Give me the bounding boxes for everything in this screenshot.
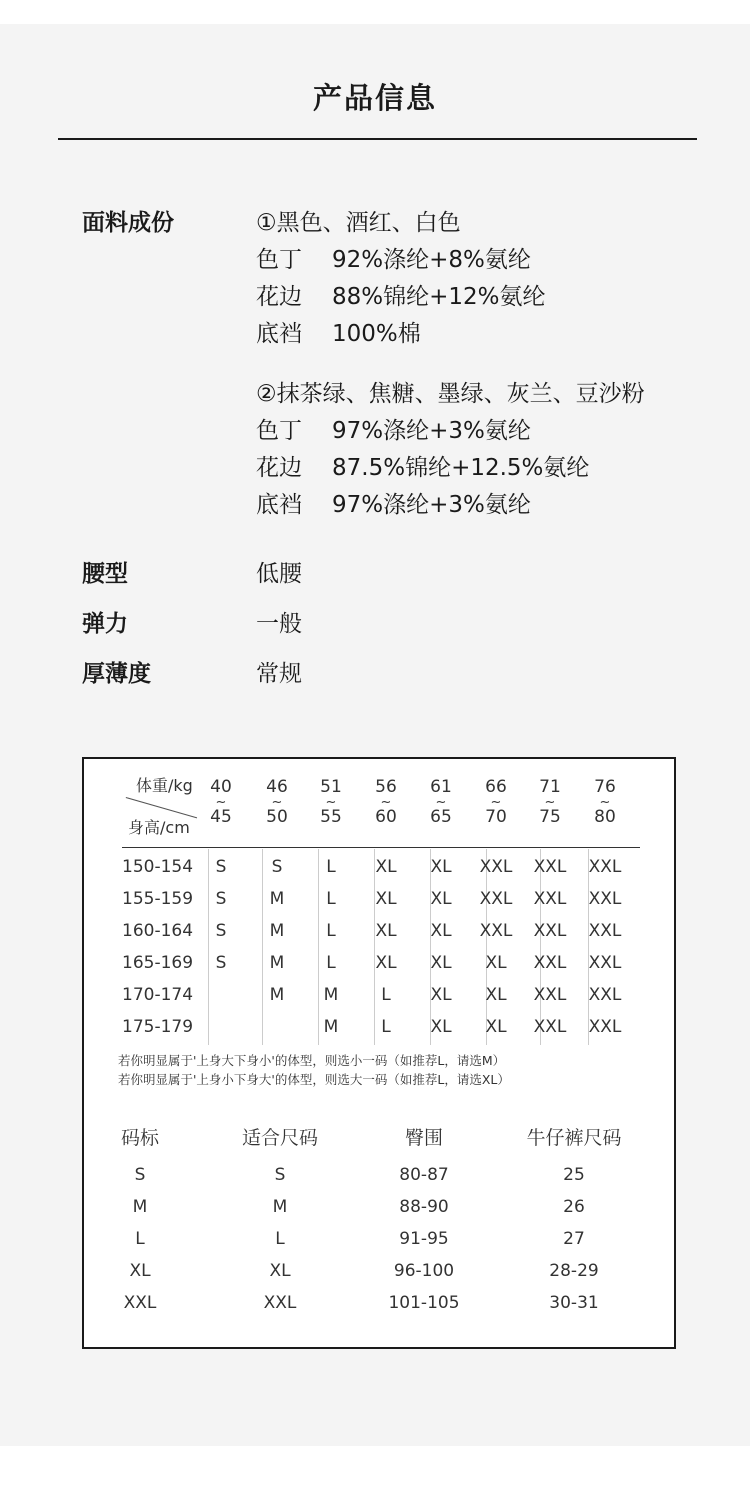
range-tilde: ~ <box>325 795 337 810</box>
size-cell: S <box>215 889 227 909</box>
page-title: 产品信息 <box>312 81 437 115</box>
size-cell: XXL <box>533 857 567 877</box>
thickness-value: 常规 <box>256 661 302 687</box>
weight-to: 60 <box>375 807 397 827</box>
size-map-cell: M <box>132 1197 148 1217</box>
size-cell: XXL <box>533 889 567 909</box>
size-map-cell: S <box>274 1165 286 1185</box>
column-divider <box>588 849 589 1045</box>
size-cell: XL <box>430 985 452 1005</box>
height-axis-label: 身高/cm <box>128 818 190 837</box>
fit-note: 若你明显属于'上身小下身大'的体型，则选大一码（如推荐L，请选XL） <box>118 1072 510 1087</box>
size-cell: XL <box>430 921 452 941</box>
fabric-value: 97%涤纶+3%氨纶 <box>332 492 531 518</box>
header-divider <box>122 847 640 848</box>
column-divider <box>208 849 209 1045</box>
size-map-cell: XL <box>269 1261 291 1281</box>
weight-from: 40 <box>210 777 232 797</box>
waist-type-label: 腰型 <box>82 561 128 587</box>
fabric-part: 底裆 <box>256 321 302 347</box>
weight-to: 75 <box>539 807 561 827</box>
weight-to: 50 <box>266 807 288 827</box>
size-map-header: 牛仔裤尺码 <box>526 1127 622 1149</box>
size-cell: XXL <box>588 953 622 973</box>
size-map-cell: 28-29 <box>549 1261 599 1281</box>
size-map-cell: 25 <box>563 1165 585 1185</box>
size-cell: XXL <box>533 1017 567 1037</box>
fabric-group2-row <box>256 449 589 482</box>
fabric-label: 面料成份 <box>82 210 174 236</box>
size-map-cell: 96-100 <box>393 1261 455 1281</box>
weight-to: 80 <box>594 807 616 827</box>
size-cell: M <box>323 1017 339 1037</box>
size-cell: XL <box>375 921 397 941</box>
fabric-group1-row <box>256 278 546 311</box>
size-cell: XXL <box>479 889 513 909</box>
weight-from: 76 <box>594 777 616 797</box>
size-cell: XL <box>430 953 452 973</box>
height-range: 150-154 <box>122 857 194 877</box>
size-map-cell: 80-87 <box>399 1165 449 1185</box>
size-map-cell: S <box>134 1165 146 1185</box>
fit-note: 若你明显属于'上身大下身小'的体型，则选小一码（如推荐L，请选M） <box>118 1053 506 1068</box>
height-range: 170-174 <box>122 985 194 1005</box>
weight-range <box>421 779 461 826</box>
size-map-cell: 26 <box>563 1197 585 1217</box>
weight-from: 71 <box>539 777 561 797</box>
size-cell: XXL <box>588 857 622 877</box>
fabric-value: 100%棉 <box>332 321 421 347</box>
size-map-header: 码标 <box>120 1127 159 1149</box>
size-cell: XXL <box>588 985 622 1005</box>
fabric-value: 87.5%锦纶+12.5%氨纶 <box>332 455 590 481</box>
size-map-cell: L <box>275 1229 285 1249</box>
weight-axis-label: 体重/kg <box>136 776 193 795</box>
weight-range <box>366 779 406 826</box>
size-cell: L <box>326 857 336 877</box>
weight-from: 66 <box>485 777 507 797</box>
fabric-group2-row <box>256 486 531 519</box>
fabric-value: 88%锦纶+12%氨纶 <box>332 284 546 310</box>
fabric-group2-row <box>256 412 531 445</box>
size-cell: M <box>269 921 285 941</box>
weight-range <box>530 779 570 826</box>
size-map-cell: M <box>272 1197 288 1217</box>
weight-range <box>257 779 297 826</box>
height-range: 175-179 <box>122 1017 194 1037</box>
size-cell: XL <box>430 889 452 909</box>
column-divider <box>486 849 487 1045</box>
height-range: 155-159 <box>122 889 194 909</box>
height-range: 160-164 <box>122 921 194 941</box>
fabric-part: 色丁 <box>256 247 302 273</box>
size-cell: L <box>326 953 336 973</box>
elasticity-label: 弹力 <box>82 611 128 637</box>
size-map-header: 适合尺码 <box>241 1127 318 1149</box>
size-cell: M <box>323 985 339 1005</box>
size-cell: XL <box>430 857 452 877</box>
elasticity-value: 一般 <box>256 611 302 637</box>
weight-from: 51 <box>320 777 342 797</box>
range-tilde: ~ <box>599 795 611 810</box>
size-cell: XXL <box>533 953 567 973</box>
size-cell: L <box>381 1017 391 1037</box>
title-divider <box>58 138 697 140</box>
column-divider <box>540 849 541 1045</box>
column-divider <box>374 849 375 1045</box>
size-map-header: 臀围 <box>404 1127 443 1149</box>
size-cell: XL <box>430 1017 452 1037</box>
fabric-part: 色丁 <box>256 418 302 444</box>
size-cell: XL <box>375 857 397 877</box>
size-cell: XXL <box>479 921 513 941</box>
size-map-cell: 27 <box>563 1229 585 1249</box>
size-map-cell: 91-95 <box>399 1229 449 1249</box>
weight-range <box>585 779 625 826</box>
size-map-cell: XL <box>129 1261 151 1281</box>
range-tilde: ~ <box>490 795 502 810</box>
weight-to: 65 <box>430 807 452 827</box>
weight-from: 56 <box>375 777 397 797</box>
thickness-label: 厚薄度 <box>82 661 151 687</box>
size-cell: S <box>215 921 227 941</box>
size-cell: S <box>271 857 283 877</box>
weight-to: 45 <box>210 807 232 827</box>
range-tilde: ~ <box>435 795 447 810</box>
range-tilde: ~ <box>271 795 283 810</box>
size-map-cell: 101-105 <box>388 1293 460 1313</box>
waist-type-value: 低腰 <box>256 561 302 587</box>
range-tilde: ~ <box>380 795 392 810</box>
size-cell: XL <box>375 889 397 909</box>
weight-to: 55 <box>320 807 342 827</box>
weight-from: 46 <box>266 777 288 797</box>
column-divider <box>262 849 263 1045</box>
fabric-part: 花边 <box>256 455 302 481</box>
size-cell: XL <box>485 1017 507 1037</box>
fabric-group1-row <box>256 315 421 348</box>
fabric-value: 97%涤纶+3%氨纶 <box>332 418 531 444</box>
fabric-part: 底裆 <box>256 492 302 518</box>
size-cell: M <box>269 985 285 1005</box>
size-cell: M <box>269 953 285 973</box>
size-cell: L <box>381 985 391 1005</box>
column-divider <box>430 849 431 1045</box>
size-map-cell: XXL <box>263 1293 297 1313</box>
size-cell: S <box>215 953 227 973</box>
size-cell: XXL <box>588 1017 622 1037</box>
fabric-group2-header: ②抹茶绿、焦糖、墨绿、灰兰、豆沙粉 <box>256 381 645 407</box>
size-map-cell: L <box>135 1229 145 1249</box>
size-cell: XL <box>485 985 507 1005</box>
fabric-group1-header: ①黑色、酒红、白色 <box>256 210 461 236</box>
size-cell: XXL <box>533 921 567 941</box>
size-cell: XXL <box>479 857 513 877</box>
weight-range <box>311 779 351 826</box>
size-cell: L <box>326 889 336 909</box>
column-divider <box>318 849 319 1045</box>
weight-range <box>476 779 516 826</box>
size-cell: XXL <box>588 889 622 909</box>
height-range: 165-169 <box>122 953 194 973</box>
fabric-part: 花边 <box>256 284 302 310</box>
fabric-group1-row <box>256 241 531 274</box>
size-cell: XXL <box>533 985 567 1005</box>
size-chart <box>82 757 676 1349</box>
size-map-cell: 88-90 <box>399 1197 449 1217</box>
size-cell: L <box>326 921 336 941</box>
range-tilde: ~ <box>215 795 227 810</box>
size-cell: S <box>215 857 227 877</box>
weight-range <box>201 779 241 826</box>
size-map-cell: XXL <box>123 1293 157 1313</box>
size-cell: XXL <box>588 921 622 941</box>
range-tilde: ~ <box>544 795 556 810</box>
size-cell: XL <box>375 953 397 973</box>
weight-to: 70 <box>485 807 507 827</box>
size-map-cell: 30-31 <box>549 1293 599 1313</box>
size-cell: XL <box>485 953 507 973</box>
weight-from: 61 <box>430 777 452 797</box>
fabric-value: 92%涤纶+8%氨纶 <box>332 247 531 273</box>
size-cell: M <box>269 889 285 909</box>
